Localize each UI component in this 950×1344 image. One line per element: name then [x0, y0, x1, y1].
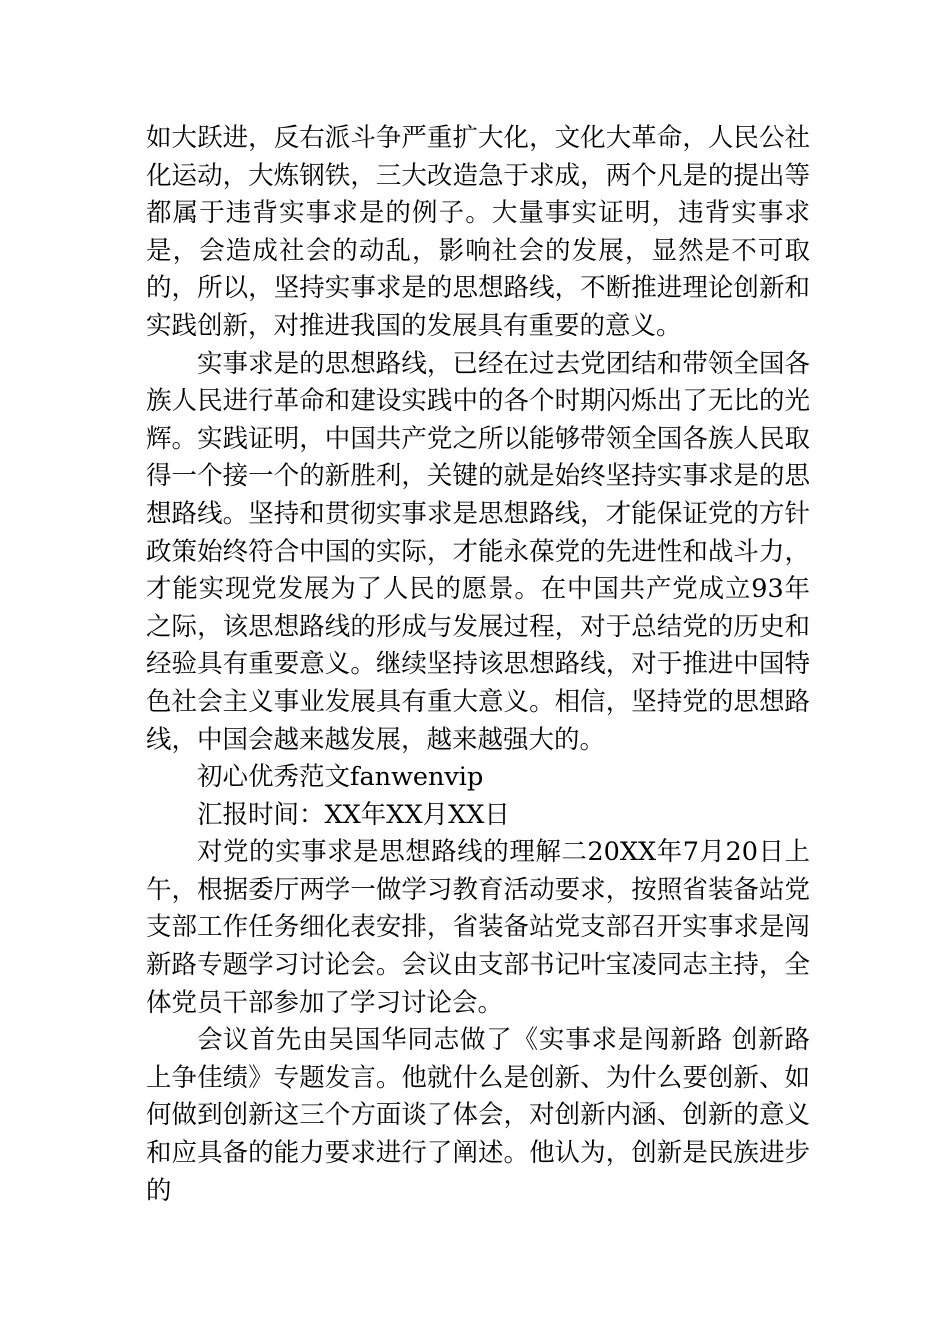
paragraph-2: 实事求是的思想路线，已经在过去党团结和带领全国各族人民进行革命和建设实践中的各个时期闪烁出了无比的光辉。实践证明，中国共产党之所以能够带领全国各族人民取得一个接一个的新胜利，关键的就是始终坚持实事求是的思想路线。坚持和贯彻实事求是思想路线，才能保证党的方针政策始终符合中国的实际，才能永葆党的先进性和战斗力，才能实现党发展为了人民的愿景。在中国共产党成立93年之际，该思想路线的形成与发展过程，对于总结党的历史和经验具有重要意义。继续坚持该思想路线，对于推进中国特色社会主义事业发展具有重大意义。相信，坚持党的思想路线，中国会越来越发展，越来越强大的。	[146, 348, 810, 755]
paragraph-1: 如大跃进，反右派斗争严重扩大化，文化大革命，人民公社化运动，大炼钢铁，三大改造急于求成，两个凡是的提出等都属于违背实事求是的例子。大量事实证明，违背实事求是，会造成社会的动乱，影响社会的发展，显然是不可取的，所以，坚持实事求是的思想路线，不断推进理论创新和实践创新，对推进我国的发展具有重要的意义。	[146, 123, 810, 341]
document-page	[146, 120, 810, 1210]
source-label: 初心优秀范文fanwenvip	[197, 762, 484, 793]
paragraph-3: 对党的实事求是思想路线的理解二20XX年7月20日上午，根据委厅两学一做学习教育活动要求，按照省装备站党支部工作任务细化表安排，省装备站党支部召开实事求是闯新路专题学习讨论会。会议由支部书记叶宝凌同志主持，全体党员干部参加了学习讨论会。	[146, 837, 810, 1018]
report-time: 汇报时间：XX年XX月XX日	[197, 799, 510, 830]
paragraph-4: 会议首先由吴国华同志做了《实事求是闯新路 创新路上争佳绩》专题发言。他就什么是创新、为什么要创新、如何做到创新这三个方面谈了体会，对创新内涵、创新的意义和应具备的能力要求进行了阐述。他认为，创新是民族进步的	[146, 1025, 810, 1206]
